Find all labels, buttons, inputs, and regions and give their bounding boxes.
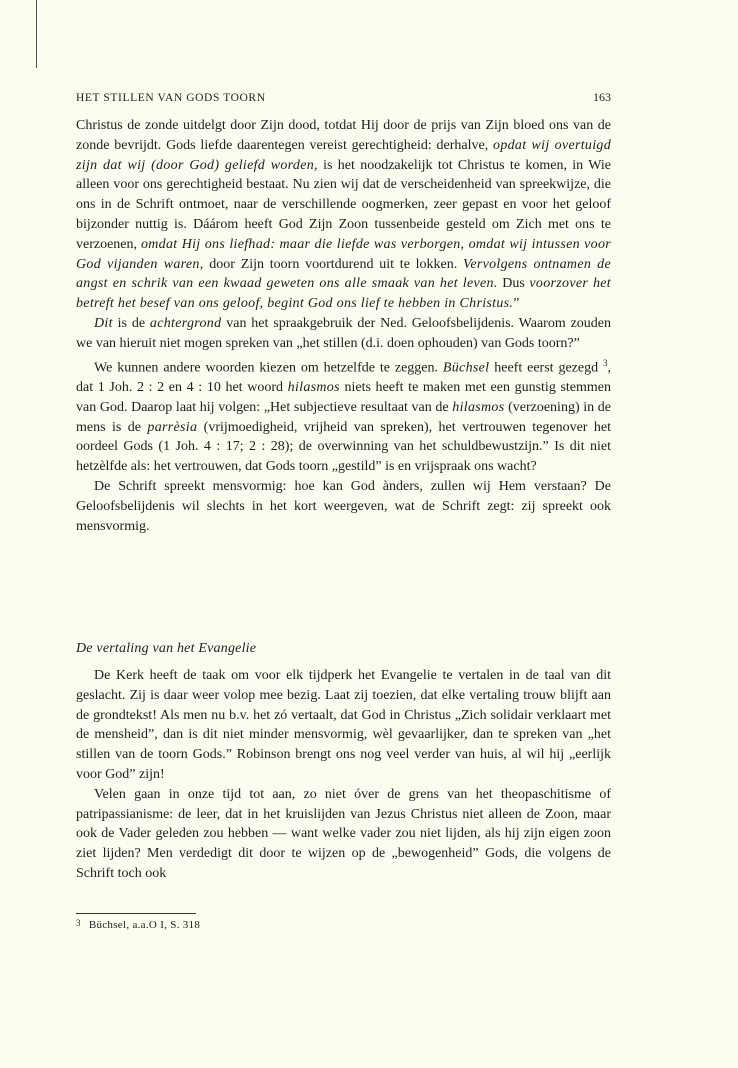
section-heading: De vertaling van het Evangelie [76,641,257,656]
text-run: heeft eerst gezegd [489,360,603,376]
text-run: door Zijn toorn voortdurend uit te lokken. [203,256,464,272]
body-text [76,116,611,536]
italic-run: Dit [94,315,113,331]
text-run: is de [112,315,150,331]
text-run: (vrijmoedigheid, vrijheid van spreken), het vertrouwen tegenover het oordeel Gods (1 Joh. 4 : 17; 2 : 28); de overwinning van het schuldbewustzijn.” Is dit niet hetzèlfde als: het vertrouwen, dat Gods toorn „gestild” is en vrijspraak ons wacht? [76,419,611,475]
text-run: is het noodzakelijk tot Christus te komen, in Wie alleen voor ons gerechtigheid bestaat. Nu zien wij dat de verscheidenheid van spreekwijze, die ons in de Schrift ontmoet, naar de verschillende oogmerken, zeer gepast en voor het geloof bijzonder nuttig is. Dáárom heeft God Zijn Zoon tussenbeide gesteld om Zich met ons te verzoenen, [76,157,611,252]
text-run: , dat 1 Joh. 2 : 2 en 4 : 10 het woord [76,360,611,396]
footnote-number: 3 [76,918,81,928]
italic-run: hilasmos [287,380,340,396]
footnote-marker: 3 [603,357,608,368]
paragraph: De Kerk heeft de taak om voor elk tijdperk het Evangelie te vertalen in de taal van dit geslacht. Zij is daar weer volop mee bezig. Laat zij toezien, dat elke vertaling trouw blijft aan de grondtekst! Als men nu b.v. het zó vertaalt, dat God in Christus „Zich solidair verklaart met de mensheid”, dan is dit niet minder mensvormig, wèl gevaarlijker, dan te spreken van „het stillen van de toorn Gods.” Robinson brengt ons nog veel verder van huis, al wil hij „eerlijk voor God” zijn! [76,668,611,782]
paragraph: Velen gaan in onze tijd tot aan, zo niet óver de grens van het theopaschitisme of patripassianisme: de leer, dat in het kruislijden van Jezus Christus niet alleen de Zoon, maar ook de Vader geleden zou hebben — want welke vader zou niet lijden, als hij zijn eigen zoon ziet lijden? Men verdedigt dit door te wijzen op de „bewogenheid” Gods, die volgens de Schrift toch ook [76,786,611,881]
italic-run: Vervolgens ontnamen de angst en schrik van een kwaad geweten ons alle smaak van het leven. [76,256,611,292]
text-run: Christus de zonde uitdelgt door Zijn dood, totdat Hij door de prijs van Zijn bloed ons van de zonde bevrijdt. Gods liefde daarentegen vereist gerechtigheid: derhalve, [76,118,611,153]
page-edge-rule [36,0,37,68]
italic-run: voorzover het betreft het besef van ons geloof, begint God ons lief te hebben in Christus. [76,276,611,312]
italic-run: achtergrond [149,315,222,331]
section-body [76,666,611,884]
running-title: HET STILLEN VAN GODS TOORN [76,92,266,104]
running-header [76,90,611,105]
text-run: (verzoening) in de mens is de [76,399,611,435]
footnote-divider [76,913,196,914]
page-number: 163 [593,90,611,104]
footnote-text: Büchsel, a.a.O I, S. 318 [88,919,201,931]
text-run: van het spraakgebruik der Ned. Geloofsbelijdenis. Waarom zouden we van hieruit niet mogen spreken van „het stillen (d.i. doen ophouden) van Gods toorn?” [76,315,612,351]
paragraph: De Schrift spreekt mensvormig: hoe kan God ànders, zullen wij Hem verstaan? De Geloofsbelijdenis wil slechts in het kort weergeven, wat de Schrift zegt: zij spreekt ook mensvormig. [76,479,611,534]
footnote [76,918,611,931]
italic-run: parrèsia [147,419,198,435]
italic-run: hilasmos [452,399,505,415]
paragraph [76,354,611,477]
paragraph [76,314,611,354]
text-run: ” [513,296,520,312]
text-run: We kunnen andere woorden kiezen om hetzelfde te zeggen. [94,360,443,376]
text-run: niets heeft te maken met een gunstig stemmen van God. Daarop laat hij volgen: „Het subjectieve resultaat van de [76,380,612,415]
italic-run: omdat Hij ons liefhad: maar die liefde was verborgen, omdat wij intussen voor God vijanden waren, [76,236,611,272]
text-run: Dus [497,276,530,292]
italic-run: opdat wij overtuigd zijn dat wij (door God) geliefd worden, [76,137,611,173]
italic-run: Büchsel [442,360,490,376]
paragraph [76,116,611,314]
